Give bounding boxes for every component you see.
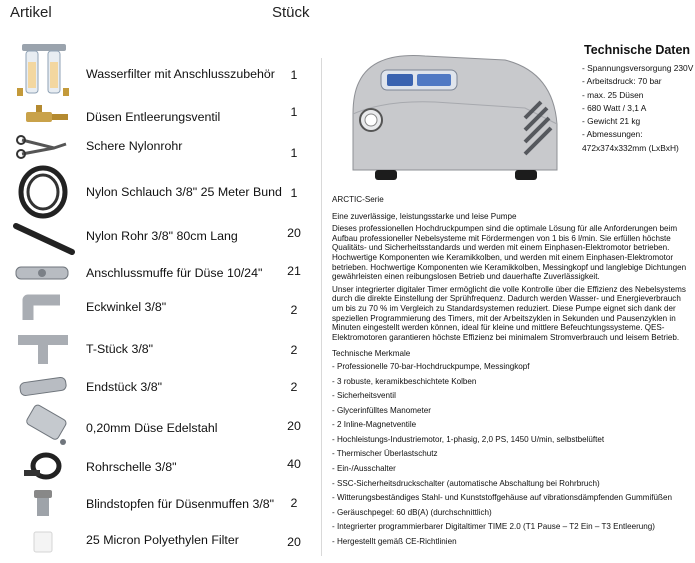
description-paragraph: Unser integrierter digitaler Timer ermöglicht die volle Kontrolle über die Effizienz des Nebelsystems durch die direkte Einstellung der Sprühfrequenz. Dadurch werden Wasser- und Energieverbrauch um bis zu 70 % im Vergleich zu Standardsystemen reduziert. Diese Pumpe eignet sich dank der speziellen Programmierung des Timers, mit der Arbeitszyklen in Sekunden und Pausenzyklen in Minuten eingestellt werden können, ideal für kleine und mittlere Befeuchtungssysteme. QES-Elektromotoren garantieren höchste Effizienz bei minimalem Stromverbrauch und leisem Betrieb.: [332, 284, 686, 342]
tagline: Eine zuverlässige, leistungsstarke und leise Pumpe: [332, 211, 517, 221]
feature-item: - Hochleistungs-Industriemotor, 1-phasig, 2,0 PS, 1450 U/min, selbstbelüftet: [332, 434, 605, 444]
item-qty: 20: [287, 419, 301, 433]
item-row: [0, 42, 320, 100]
feature-item: - Thermischer Überlastschutz: [332, 449, 438, 459]
item-qty: 1: [290, 105, 298, 119]
feature-item: - Glycerinfülltes Manometer: [332, 405, 431, 415]
item-row: [0, 328, 320, 368]
item-row: [0, 290, 320, 326]
tech-spec: - 680 Watt / 3,1 A: [582, 102, 647, 113]
column-divider: [321, 58, 322, 556]
item-qty: 20: [287, 535, 301, 549]
item-name: Schere Nylonrohr: [86, 139, 183, 153]
feature-item: - Geräuschpegel: 60 dB(A) (durchschnittlich): [332, 507, 492, 517]
item-qty: 2: [290, 496, 298, 510]
description-paragraph: Dieses professionellen Hochdruckpumpen sind die optimale Lösung für alle Anforderungen beim Aufbau professioneller Nebelsysteme mit Fördermengen von 1 bis 6 l/min. Sie erfüllen höchste Qualitäts- und Sicherheitsstandards und werden mit einem Einphasen-Elektromotor betrieben. Hochwertige Komponenten wie Keramikkolben, und werden mit einem Einphasen-Elektromotor betrieben. Hochwertige Komponenten wie Keramikkolben, Messingkopf und langlebige Dichtungen gewährleisten einen reibungslosen Betrieb und dauerhafte Zuverlässigkeit.: [332, 224, 687, 282]
tech-spec: 472x374x332mm (LxBxH): [582, 142, 679, 153]
header-stueck: Stück: [272, 4, 310, 21]
end-fitting-icon: [8, 370, 78, 404]
water-filter-icon: [8, 42, 78, 100]
item-name: Wasserfilter mit Anschlusszubehör: [86, 67, 275, 81]
item-name: Nylon Rohr 3/8" 80cm Lang: [86, 229, 238, 243]
item-qty: 21: [287, 264, 301, 278]
pump-image: [325, 48, 577, 188]
drain-valve-icon: [8, 102, 78, 130]
pe-filter-icon: [8, 524, 78, 558]
item-name: Nylon Schlauch 3/8" 25 Meter Bund: [86, 185, 282, 199]
tech-data-title: Technische Daten: [584, 43, 691, 57]
tech-spec: - Abmessungen:: [582, 129, 643, 140]
item-row: [0, 370, 320, 404]
tech-spec: - Gewicht 21 kg: [582, 116, 641, 127]
tech-spec: - Arbeitsdruck: 70 bar: [582, 76, 662, 87]
blind-plug-icon: [8, 488, 78, 522]
item-qty: 2: [290, 303, 298, 317]
series-name: ARCTIC-Serie: [332, 195, 384, 204]
feature-item: - Hergestellt gemäß CE-Richtlinien: [332, 537, 457, 547]
item-row: [0, 222, 320, 256]
nozzle-icon: [8, 404, 78, 450]
feature-item: - Sicherheitsventil: [332, 391, 396, 401]
item-qty: 20: [287, 226, 301, 240]
nylon-tube-icon: [8, 222, 78, 256]
item-row: [0, 258, 320, 288]
item-qty: 1: [290, 68, 298, 82]
item-qty: 2: [290, 343, 298, 357]
item-row: [0, 488, 320, 522]
tee-fitting-icon: [8, 328, 78, 368]
item-row: [0, 524, 320, 558]
feature-item: - 3 robuste, keramikbeschichtete Kolben: [332, 376, 477, 386]
item-qty: 2: [290, 380, 298, 394]
header-artikel: Artikel: [10, 4, 52, 21]
tech-spec: - Spannungsversorgung 230V: [582, 63, 694, 73]
nozzle-socket-icon: [8, 258, 78, 288]
item-qty: 1: [290, 186, 298, 200]
item-name: Anschlussmuffe für Düse 10/24": [86, 266, 263, 280]
item-name: Rohrschelle 3/8": [86, 460, 177, 474]
item-row: [0, 132, 320, 162]
item-name: Düsen Entleerungsventil: [86, 110, 221, 124]
item-name: 25 Micron Polyethylen Filter: [86, 533, 239, 547]
item-qty: 1: [290, 146, 298, 160]
item-row: [0, 404, 320, 450]
pipe-clamp-icon: [8, 450, 78, 482]
item-name: 0,20mm Düse Edelstahl: [86, 421, 218, 435]
elbow-fitting-icon: [8, 290, 78, 326]
item-name: Eckwinkel 3/8": [86, 300, 167, 314]
feature-item: - Professionelle 70-bar-Hochdruckpumpe, Messingkopf: [332, 361, 530, 371]
feature-item: - Witterungsbeständiges Stahl- und Kunststoffgehäuse auf vibrationsdämpfenden Gummifüßen: [332, 493, 672, 503]
item-qty: 40: [287, 457, 301, 471]
item-name: T-Stück 3/8": [86, 342, 154, 356]
item-name: Blindstopfen für Düsenmuffen 3/8": [86, 497, 275, 511]
product-description: [332, 195, 692, 550]
feature-item: - Integrierter programmierbarer Digitaltimer TIME 2.0 (T1 Pause – T2 Ein – T3 Entleerung): [332, 522, 655, 532]
tech-spec: - max. 25 Düsen: [582, 89, 644, 100]
tube-cutter-icon: [8, 132, 78, 162]
features-title: Technische Merkmale: [332, 349, 411, 359]
item-name: Endstück 3/8": [86, 380, 163, 394]
feature-item: - 2 Inline-Magnetventile: [332, 420, 417, 430]
tech-spec-list: [582, 62, 693, 155]
item-row: [0, 164, 320, 220]
item-row: [0, 102, 320, 130]
item-row: [0, 450, 320, 482]
hose-coil-icon: [8, 164, 78, 220]
feature-item: - Ein-/Ausschalter: [332, 464, 396, 474]
feature-item: - SSC-Sicherheitsdruckschalter (automatische Abschaltung bei Rohrbruch): [332, 478, 600, 488]
